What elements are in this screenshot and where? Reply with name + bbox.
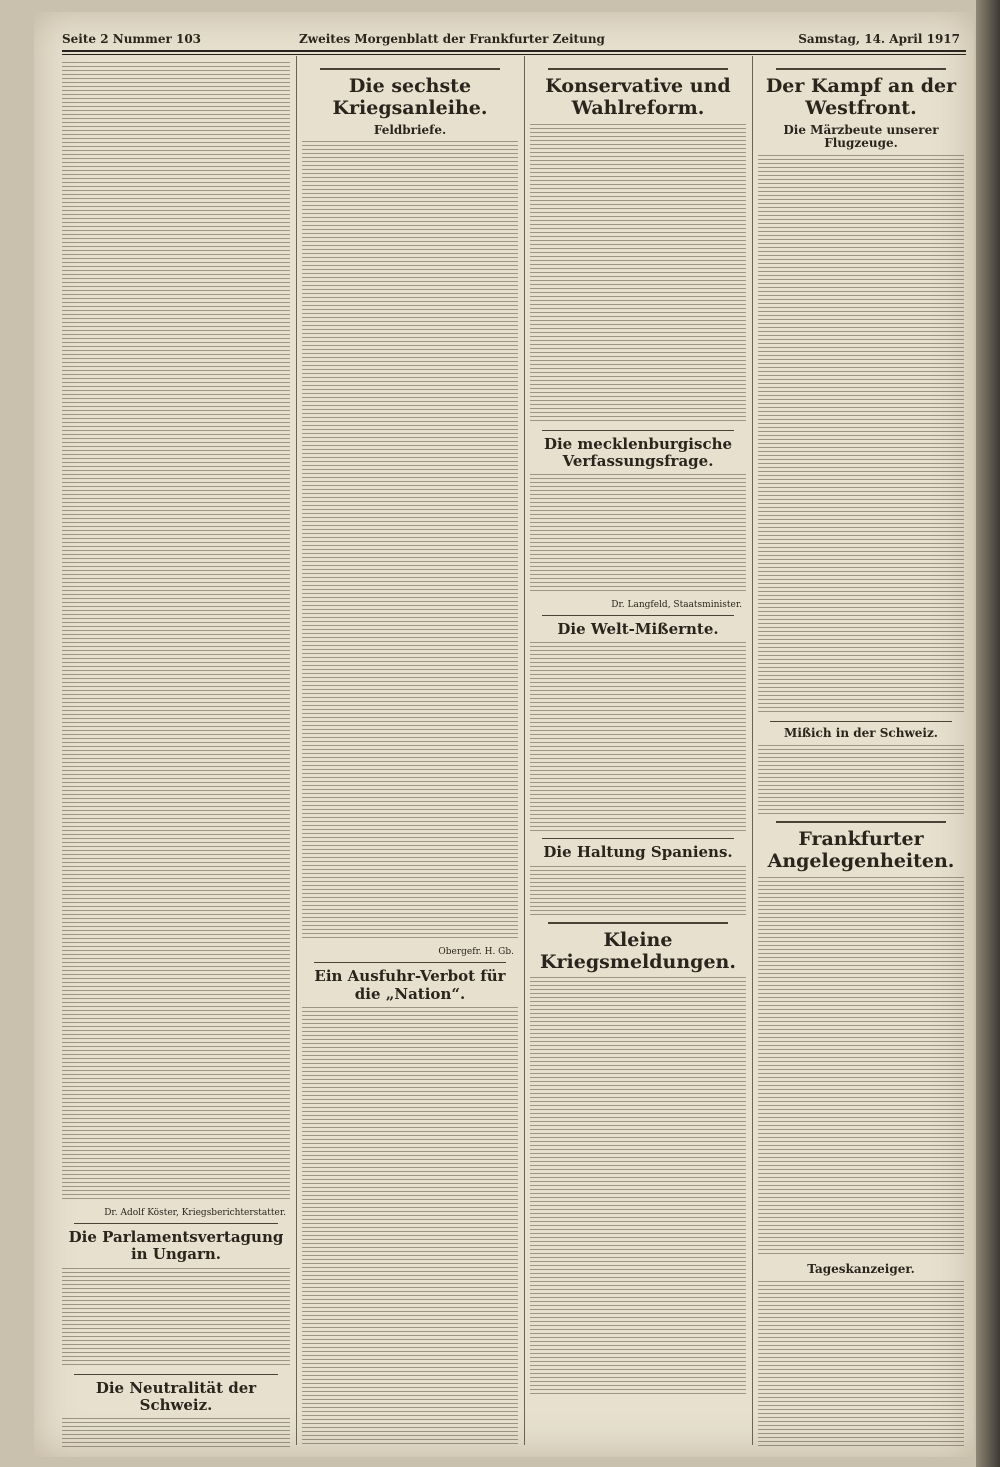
article-text	[530, 866, 746, 916]
article-byline: Dr. Adolf Köster, Kriegsberichterstatter.	[104, 1208, 286, 1218]
article-text	[62, 1268, 290, 1368]
header-rule	[62, 50, 966, 52]
article-headline: Mißich in der Schweiz.	[784, 726, 938, 741]
scan-edge	[976, 0, 1000, 1467]
column-rule	[296, 56, 297, 1445]
article-headline: Die Welt-Mißernte.	[557, 620, 719, 639]
article-text	[758, 155, 964, 715]
column-rule	[752, 56, 753, 1445]
article-headline: Kleine Kriegsmeldungen.	[540, 928, 736, 973]
article-text	[758, 877, 964, 1257]
article-headline: Die Parlamentsvertagung in Ungarn.	[68, 1228, 284, 1264]
column-4	[758, 62, 964, 1447]
article-text	[62, 1418, 290, 1447]
article-byline: Obergefr. H. Gb.	[438, 947, 514, 958]
article-headline: Die mecklenburgische Verfassungsfrage.	[543, 434, 733, 470]
page-number: Seite 2 Nummer 103	[62, 32, 202, 46]
column-1	[62, 62, 290, 1447]
article-text	[758, 745, 964, 815]
column-3	[530, 62, 746, 1447]
section-subhead: Tageskanzeiger.	[807, 1261, 915, 1276]
article-headline: Die Neutralität der Schweiz.	[95, 1378, 257, 1414]
column-2	[302, 62, 518, 1447]
header-rule-thin	[62, 54, 966, 55]
article-text	[758, 1281, 964, 1447]
article-headline: Ein Ausfuhr-Verbot für die „Nation“.	[314, 967, 506, 1003]
column-rule	[524, 56, 525, 1445]
article-text	[530, 977, 746, 1397]
issue-date: Samstag, 14. April 1917	[798, 32, 960, 46]
article-byline: Dr. Langfeld, Staatsminister.	[611, 600, 742, 611]
article-headline: Die sechste Kriegsanleihe.	[332, 75, 488, 119]
article-subhead: Feldbriefe.	[373, 122, 447, 137]
article-text	[302, 1007, 518, 1447]
article-headline: Die Haltung Spaniens.	[543, 843, 733, 862]
article-headline: Frankfurter Angelegenheiten.	[767, 828, 955, 872]
paper-title: Zweites Morgenblatt der Frankfurter Zeitung	[299, 32, 605, 46]
article-headline: Konservative und Wahlreform.	[545, 75, 731, 119]
article-text	[530, 642, 746, 832]
article-text	[530, 474, 746, 594]
newspaper-page	[34, 12, 974, 1457]
article-subhead: Die Märzbeute unserer Flugzeuge.	[783, 122, 939, 151]
article-text	[530, 124, 746, 424]
article-headline: Der Kampf an der Westfront.	[765, 75, 957, 119]
article-text	[62, 62, 290, 1202]
article-text	[302, 141, 518, 941]
